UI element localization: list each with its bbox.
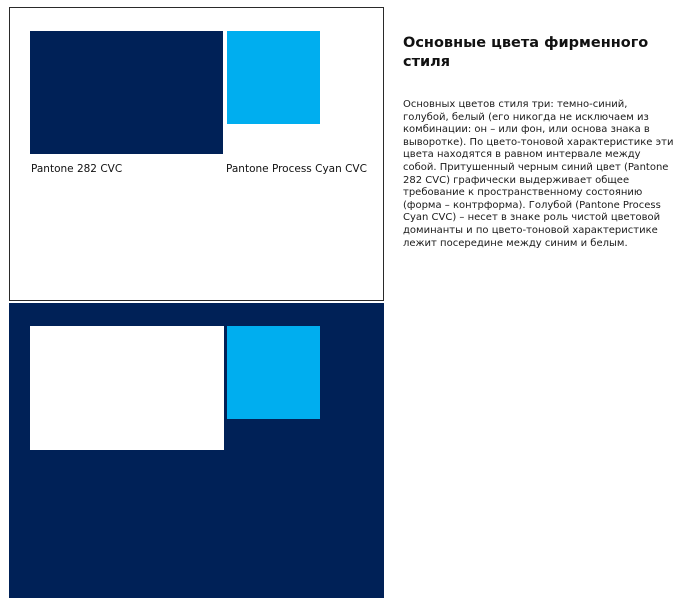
navy-color-swatch xyxy=(30,31,223,154)
navy-swatch-label: Pantone 282 CVC xyxy=(31,163,123,175)
dark-background-panel xyxy=(9,303,384,598)
white-color-swatch xyxy=(30,326,224,450)
section-heading: Основные цвета фирменного стиля xyxy=(403,35,649,70)
cyan-color-swatch xyxy=(227,31,320,124)
cyan-color-swatch-on-dark xyxy=(227,326,320,419)
cyan-swatch-label: Pantone Process Cyan CVC xyxy=(226,163,367,175)
light-background-panel xyxy=(9,7,384,301)
description-paragraph: Основных цветов стиля три: темно-синий, голубой, белый (его никогда не исключаем из комбинации: он – или фон, или основа знака в выворотке). По цвето-тоновой характеристике эти цвета находятся в равном интервале между собой. Притушенный черным синий цвет (Pantone 282 CVC) графически выдерживает общее требование к пространственному состоянию (форма – контрформа). Голубой (Pantone Process Cyan CVC) – несет в знаке роль чистой цветовой доминанты и по цвето-тоновой характеристике лежит посередине между синим и белым. xyxy=(403,99,674,249)
